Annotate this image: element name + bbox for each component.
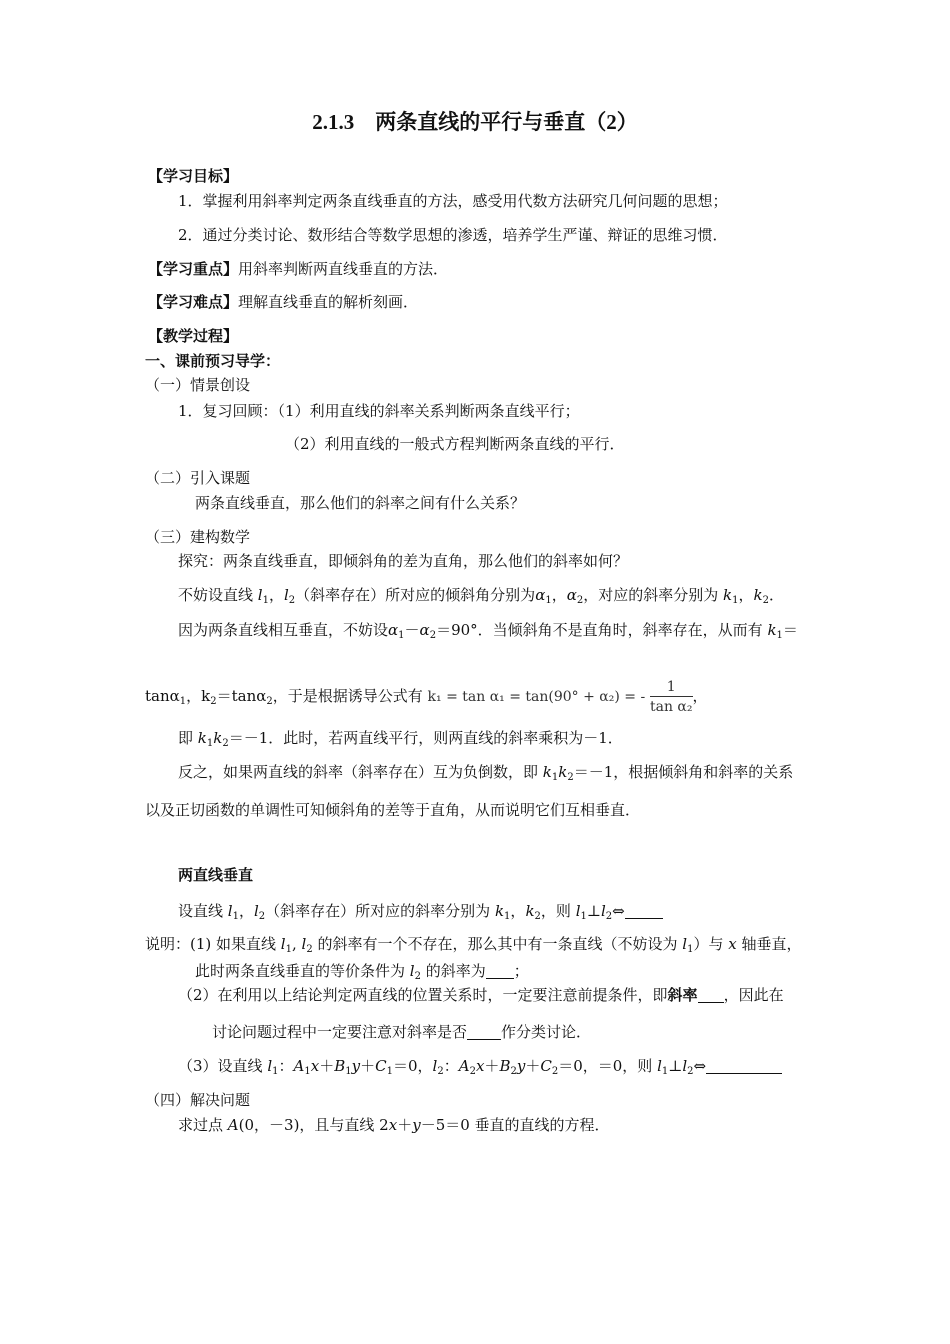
- perp-heading: 两直线垂直: [178, 867, 254, 884]
- fraction: $\frac{1}{\text{tan α₂}}$: [649, 678, 693, 715]
- objective-item-1: 1．掌握利用斜率判定两条直线垂直的方法，感受用代数方法研究几何问题的思想；: [178, 192, 728, 210]
- sec1-line2: （2）利用直线的一般式方程判断两条直线的平行．: [285, 435, 625, 453]
- note1: 说明：(1) 如果直线 $l_1$, $l_2$ 的斜率有一个不存在，那么其中有一条直线（不妨设为 $l_1$）与 x 轴垂直，: [145, 935, 802, 955]
- sec2-heading: （二）引入课题: [145, 469, 251, 487]
- sec3-p5: 反之，如果两直线的斜率（斜率存在）互为负倒数，即 $k_1k_2=-1$，根据倾斜角和斜率的关系: [178, 763, 794, 783]
- part1-heading: 一、课前预习导学：: [145, 352, 281, 370]
- sec3-heading: （三）建构数学: [145, 528, 251, 546]
- sec3-p6: 以及正切函数的单调性可知倾斜角的差等于直角，从而说明它们互相垂直．: [145, 801, 641, 819]
- difficulty: [148, 292, 418, 312]
- answer-blank-3[interactable]: [698, 988, 724, 1003]
- note2b: 讨论问题过程中一定要注意对斜率是否 作分类讨论．: [212, 1023, 592, 1041]
- key-point: [148, 259, 448, 279]
- sec3-p3: tanα$_1$，$k_2=\tan\alpha_2$，于是根据诱导公式有 k₁ = tan α₁ = tan(90° + α₂) = - $\frac{1}{\text{tan α₂}}$ ，: [145, 678, 708, 715]
- answer-blank-5[interactable]: [706, 1059, 782, 1074]
- difficulty-text: 理解直线垂直的解析刻画．: [238, 293, 419, 311]
- sec2-text: 两条直线垂直，那么他们的斜率之间有什么关系？: [195, 494, 526, 512]
- induction-formula: k₁ = tan α₁ = tan(90° + α₂) = -: [427, 689, 646, 705]
- sec3-p4: 即 $k_1k_2=-1$．此时，若两直线平行，则两直线的斜率乘积为－1．: [178, 729, 623, 749]
- sec1-line1: 1．复习回顾：（1）利用直线的斜率关系判断两条直线平行；: [178, 402, 580, 420]
- objective-item-2: 2．通过分类讨论、数形结合等数学思想的渗透，培养学生严谨、辩证的思维习惯．: [178, 226, 728, 244]
- sec4-text: 求过点 A(0，－3)，且与直线 2x＋y－5＝0 垂直的直线的方程．: [178, 1116, 610, 1134]
- key-point-heading: 【学习重点】: [148, 260, 239, 278]
- note2: （2）在利用以上结论判定两直线的位置关系时，一定要注意前提条件，即斜率 ，因此在: [178, 986, 784, 1004]
- perp-line: 设直线 $l_1$，$l_2$（斜率存在）所对应的斜率分别为 $k_1$，$k_2$，则 $l_1\perp l_2\Leftrightarrow$: [178, 901, 663, 921]
- sec3-p1: 不妨设直线 $l_1$，$l_2$（斜率存在）所对应的倾斜角分别为$\alpha_1$，$\alpha_2$，对应的斜率分别为 $k_1$，$k_2$．: [178, 586, 784, 606]
- answer-blank-4[interactable]: [467, 1025, 501, 1040]
- sec3-explore: 探究：两条直线垂直，即倾斜角的差为直角，那么他们的斜率如何？: [178, 552, 629, 570]
- sec1-heading: （一）情景创设: [145, 376, 251, 394]
- objectives-heading: 【学习目标】: [148, 167, 239, 185]
- answer-blank-1[interactable]: [625, 904, 663, 919]
- answer-blank-2[interactable]: [486, 964, 514, 979]
- key-point-text: 用斜率判断两直线垂直的方法．: [238, 260, 449, 278]
- process-heading: 【教学过程】: [148, 327, 239, 345]
- sec4-heading: （四）解决问题: [145, 1091, 251, 1109]
- note1b: 此时两条直线垂直的等价条件为 $l_2$ 的斜率为 ；: [195, 962, 529, 982]
- difficulty-heading: 【学习难点】: [148, 293, 239, 311]
- page-title: 2.1.3 两条直线的平行与垂直（2）: [312, 110, 638, 134]
- note3: （3）设直线 $l_1$：$A_1x+B_1y+C_1=0$，$l_2$：$A_2x+B_2y+C_2=0$，＝0，则 $l_1\perp l_2\Leftrightarrow$: [178, 1056, 782, 1076]
- sec3-p2: 因为两条直线相互垂直，不妨设$\alpha_1-\alpha_2=90^\circ$．当倾斜角不是直角时，斜率存在，从而有 $k_1=$: [178, 621, 798, 641]
